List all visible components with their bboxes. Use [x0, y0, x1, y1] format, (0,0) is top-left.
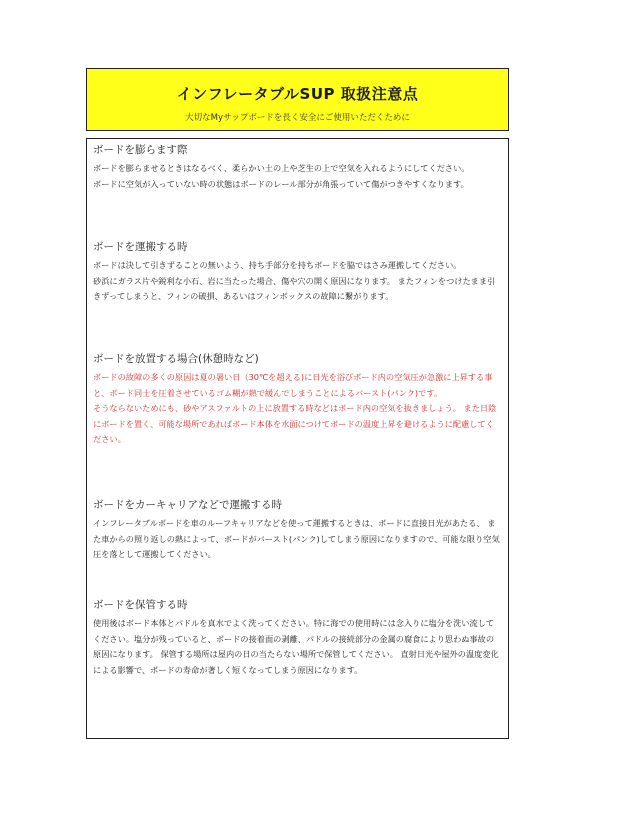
title-banner — [86, 68, 509, 131]
warning-paragraph: そうならないためにも、砂やアスファルトの上に放置する時などはボード内の空気を抜きましょう。 また日陰にボードを置く、可能な場所であればボード本体を水面につけてボードの温度上昇を避けるように配慮してください。 — [93, 403, 497, 444]
document-subtitle: 大切なMyサップボードを長く安全にご使用いただくために — [185, 113, 410, 123]
section-paragraph: 砂浜にガラス片や鋭利な小石、岩に当たった場合、傷や穴の開く原因になります。 またフィンをつけたまま引きずってしまうと、フィンの破損、あるいはフィンボックスの故障に繋がります。 — [93, 275, 496, 301]
section-heading: ボードをカーキャリアなどで運搬する時 — [93, 499, 282, 511]
section-leaving — [93, 352, 502, 448]
section-paragraph: ボードは決して引きずることの無いよう、持ち手部分を持ちボードを脇ではさみ運搬してください。 — [93, 260, 462, 270]
section-paragraph: インフレータブルボードを車のルーフキャリアなどを使って運搬するときは、ボードに直接日光があたる、 また車からの照り返しの熱によって、ボードがバースト(パンク)してしまう原因になりますので、可能な限り空気圧を落として運搬してください。 — [93, 518, 500, 559]
section-heading: ボードを膨らます際 — [93, 144, 188, 156]
section-heading: ボードを保管する時 — [93, 599, 188, 611]
section-paragraph: 使用後はボード本体とパドルを真水でよく洗ってください。特に海での使用時には念入りに塩分を洗い流してください。塩分が残っていると、ボードの接着面の剥離、パドルの接続部分の金属の腐食により思わぬ事故の原因になります。 保管する場所は屋内の日の当たらない場所で保管してください。 直射日光や屋外の温度変化による影響で、ボードの寿命が著しく短くなってしまう原因になります。 — [93, 618, 499, 675]
document-title: インフレータブルSUP 取扱注意点 — [176, 85, 419, 103]
section-storage — [93, 598, 502, 678]
warning-paragraph: ボードの故障の多くの原因は夏の暑い日（30℃を超える)に日光を浴びボード内の空気圧が急激に上昇する事と、ボード同士を圧着させているゴム糊が熱で緩んでしまうことによるバースト(パンク)です。 — [93, 372, 493, 398]
content-box — [86, 138, 509, 739]
section-car-carrier — [93, 498, 502, 563]
section-paragraph: ボードを膨らませるときはなるべく、柔らかい土の上や芝生の上で空気を入れるようにしてください。 — [93, 163, 470, 173]
section-inflating — [93, 143, 502, 192]
section-heading: ボードを放置する場合(休憩時など) — [93, 353, 259, 365]
section-heading: ボードを運搬する時 — [93, 241, 188, 253]
section-carrying — [93, 240, 502, 305]
section-paragraph: ボードに空気が入っていない時の状態はボードのレール部分が角張っていて傷がつきやすくなります。 — [93, 178, 469, 189]
